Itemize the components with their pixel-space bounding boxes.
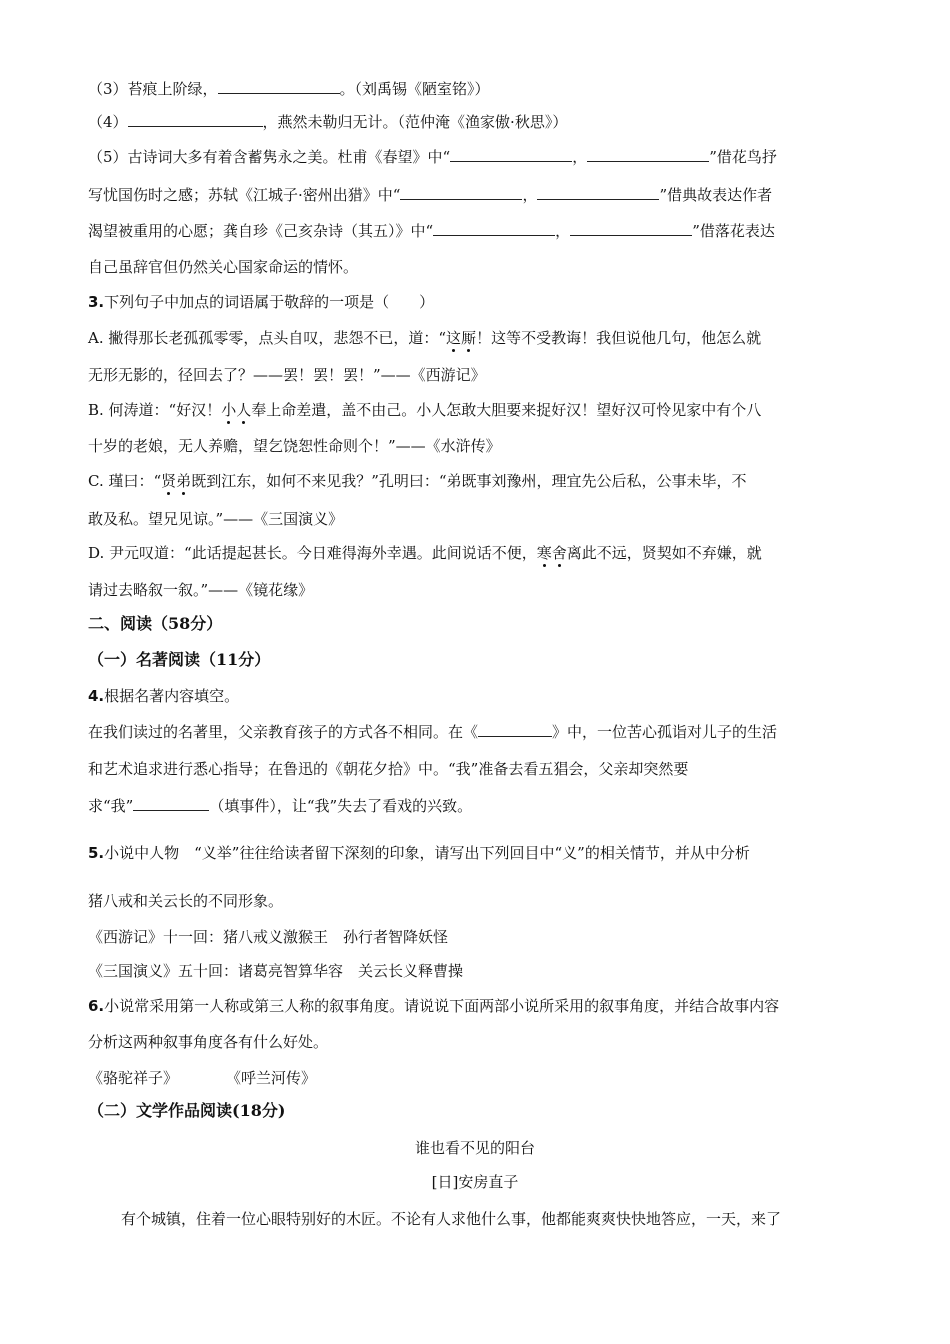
q3-c-post: 既到江东，如何不来见我？”孔明曰：“弟既事刘豫州，理宜先公后私，公事未毕，不 — [191, 472, 747, 490]
poem-q3-suffix: 。（刘禹锡《陋室铭》） — [339, 80, 490, 98]
q4-book-blank[interactable] — [478, 721, 552, 737]
poem-q5-line-2 — [88, 184, 772, 205]
q4-stem-text: 根据名著内容填空。 — [104, 687, 240, 705]
q4-l3-suffix: （填事件），让“我”失去了看戏的兴致。 — [209, 797, 473, 815]
story-author: [日]安房直子 — [431, 1173, 519, 1191]
q6-line-1 — [88, 996, 779, 1016]
q3-a-post: ！这等不受教诲！我但说他几句，他怎么就 — [476, 329, 762, 347]
q5-line-1 — [88, 843, 750, 863]
poem-q5-line-3 — [88, 220, 775, 241]
dotted-char: 小 — [221, 401, 237, 419]
q6-books — [88, 1068, 316, 1088]
q4-line-3 — [88, 795, 472, 816]
q3-c-pre: C. 瑾曰：“ — [88, 472, 162, 490]
story-paragraph-1: 有个城镇，住着一位心眼特别好的木匠。不论有人求他什么事，他都能爽爽快快地答应，一天，来了 — [121, 1210, 782, 1228]
q3-option-d-line-1[interactable] — [88, 543, 762, 563]
q4-line-2: 和艺术追求进行悉心指导；在鲁迅的《朝花夕拾》中。“我”准备去看五猖会，父亲却突然要 — [88, 760, 689, 778]
poem-q5-l2-suffix: ”借典故表达作者 — [659, 186, 773, 204]
q4-number: 4. — [88, 687, 105, 705]
dotted-char: 厮 — [461, 329, 477, 347]
poem-q5-l3-prefix: 渴望被重用的心愿；龚自珍《己亥杂诗（其五）》中“ — [88, 222, 434, 240]
q3-option-c-line-1[interactable] — [88, 471, 747, 491]
dotted-char: 这 — [446, 329, 462, 347]
q4-stem — [88, 686, 239, 706]
poem-q5-l2-mid: ， — [522, 186, 538, 204]
q5-item-1: 《西游记》十一回：猪八戒义激猴王 孙行者智降妖怪 — [88, 928, 449, 946]
q4-line-1 — [88, 721, 777, 742]
q6-l1-text: 小说常采用第一人称或第三人称的叙事角度。请说说下面两部小说所采用的叙事角度，并结合故事内容 — [104, 997, 780, 1015]
poem-q5-l3-suffix: ”借落花表达 — [692, 222, 775, 240]
q6-number: 6. — [88, 997, 105, 1015]
poem-q3-prefix: （3）苔痕上阶绿， — [88, 80, 218, 98]
q3-number: 3. — [88, 293, 105, 311]
q4-l1-suffix: 》中，一位苦心孤诣对儿子的生活 — [552, 723, 778, 741]
poem-q5-l2-prefix: 写忧国伤时之感；苏轼《江城子·密州出猎》中“ — [88, 186, 401, 204]
section-2-title: 二、阅读（58分） — [88, 614, 223, 633]
poem-q5-blank-3[interactable] — [400, 184, 522, 200]
subsection-2-title: （二）文学作品阅读(18分) — [88, 1101, 286, 1120]
poem-q5-line-4: 自己虽辞官但仍然关心国家命运的情怀。 — [88, 258, 359, 276]
poem-q5-l1-prefix: （5）古诗词大多有着含蓄隽永之美。杜甫《春望》中“ — [88, 148, 451, 166]
q6-line-2: 分析这两种叙事角度各有什么好处。 — [88, 1033, 329, 1051]
poem-q5-blank-6[interactable] — [570, 220, 692, 236]
story-title: 谁也看不见的阳台 — [414, 1139, 535, 1157]
q3-stem — [88, 292, 434, 312]
poem-q3-blank[interactable] — [218, 78, 340, 94]
poem-q3-line — [88, 78, 490, 99]
q3-d-pre: D. 尹元叹道：“此话提起甚长。今日难得海外幸遇。此间说话不便， — [88, 544, 537, 562]
q3-option-b-line-1[interactable] — [88, 400, 761, 420]
q4-event-blank[interactable] — [133, 795, 209, 811]
q5-item-2: 《三国演义》五十回：诸葛亮智算华容 关云长义释曹操 — [88, 962, 464, 980]
q3-d-post: 离此不远，贤契如不弃嫌，就 — [566, 544, 762, 562]
poem-q5-l1-suffix: ”借花鸟抒 — [709, 148, 777, 166]
dotted-char: 人 — [236, 401, 252, 419]
q3-stem-text: 下列句子中加点的词语属于敬辞的一项是（ ） — [104, 293, 435, 311]
dotted-char: 舍 — [551, 544, 567, 562]
dotted-char: 弟 — [176, 472, 192, 490]
poem-q5-blank-2[interactable] — [587, 146, 709, 162]
q6-book-1: 《骆驼祥子》 — [88, 1069, 179, 1087]
q3-option-c-line-2: 敢及私。望兄见谅。”——《三国演义》 — [88, 510, 344, 528]
q3-b-pre: B. 何涛道：“好汉！ — [88, 401, 222, 419]
q5-number: 5. — [88, 844, 105, 862]
q5-line-2: 猪八戒和关云长的不同形象。 — [88, 892, 284, 910]
q3-a-pre: A. 撇得那长老孤孤零零，点头自叹，悲怨不已，道：“ — [88, 329, 447, 347]
dotted-char: 贤 — [161, 472, 177, 490]
poem-q5-blank-4[interactable] — [537, 184, 659, 200]
poem-q4-line — [88, 111, 567, 132]
q3-option-d-line-2: 请过去略叙一叙。”——《镜花缘》 — [88, 581, 314, 599]
q3-b-post: 奉上命差遣，盖不由己。小人怎敢大胆要来捉好汉！望好汉可怜见家中有个八 — [251, 401, 762, 419]
subsection-1-title: （一）名著阅读（11分） — [88, 650, 271, 669]
q6-book-2: 《呼兰河传》 — [226, 1069, 317, 1087]
poem-q5-l1-mid: ， — [572, 148, 588, 166]
poem-q4-blank[interactable] — [128, 111, 263, 127]
q4-l3-prefix: 求“我” — [88, 797, 134, 815]
poem-q4-prefix: （4） — [88, 113, 128, 131]
q3-option-a-line-1[interactable] — [88, 328, 761, 348]
poem-q5-blank-1[interactable] — [450, 146, 572, 162]
poem-q4-suffix: ，燕然未勒归无计。（范仲淹《渔家傲·秋思》） — [262, 113, 568, 131]
q4-l1-prefix: 在我们读过的名著里，父亲教育孩子的方式各不相同。在《 — [88, 723, 479, 741]
poem-q5-line-1 — [88, 146, 777, 167]
poem-q5-l3-mid: ， — [555, 222, 571, 240]
q5-l1-text: 小说中人物 “义举”往往给读者留下深刻的印象，请写出下列回目中“义”的相关情节，并从中分析 — [104, 844, 750, 862]
q3-option-a-line-2: 无形无影的，径回去了？——罢！罢！罢！”——《西游记》 — [88, 366, 486, 384]
dotted-char: 寒 — [536, 544, 552, 562]
q3-option-b-line-2: 十岁的老娘，无人养赡，望乞饶恕性命则个！”——《水浒传》 — [88, 437, 501, 455]
poem-q5-blank-5[interactable] — [433, 220, 555, 236]
